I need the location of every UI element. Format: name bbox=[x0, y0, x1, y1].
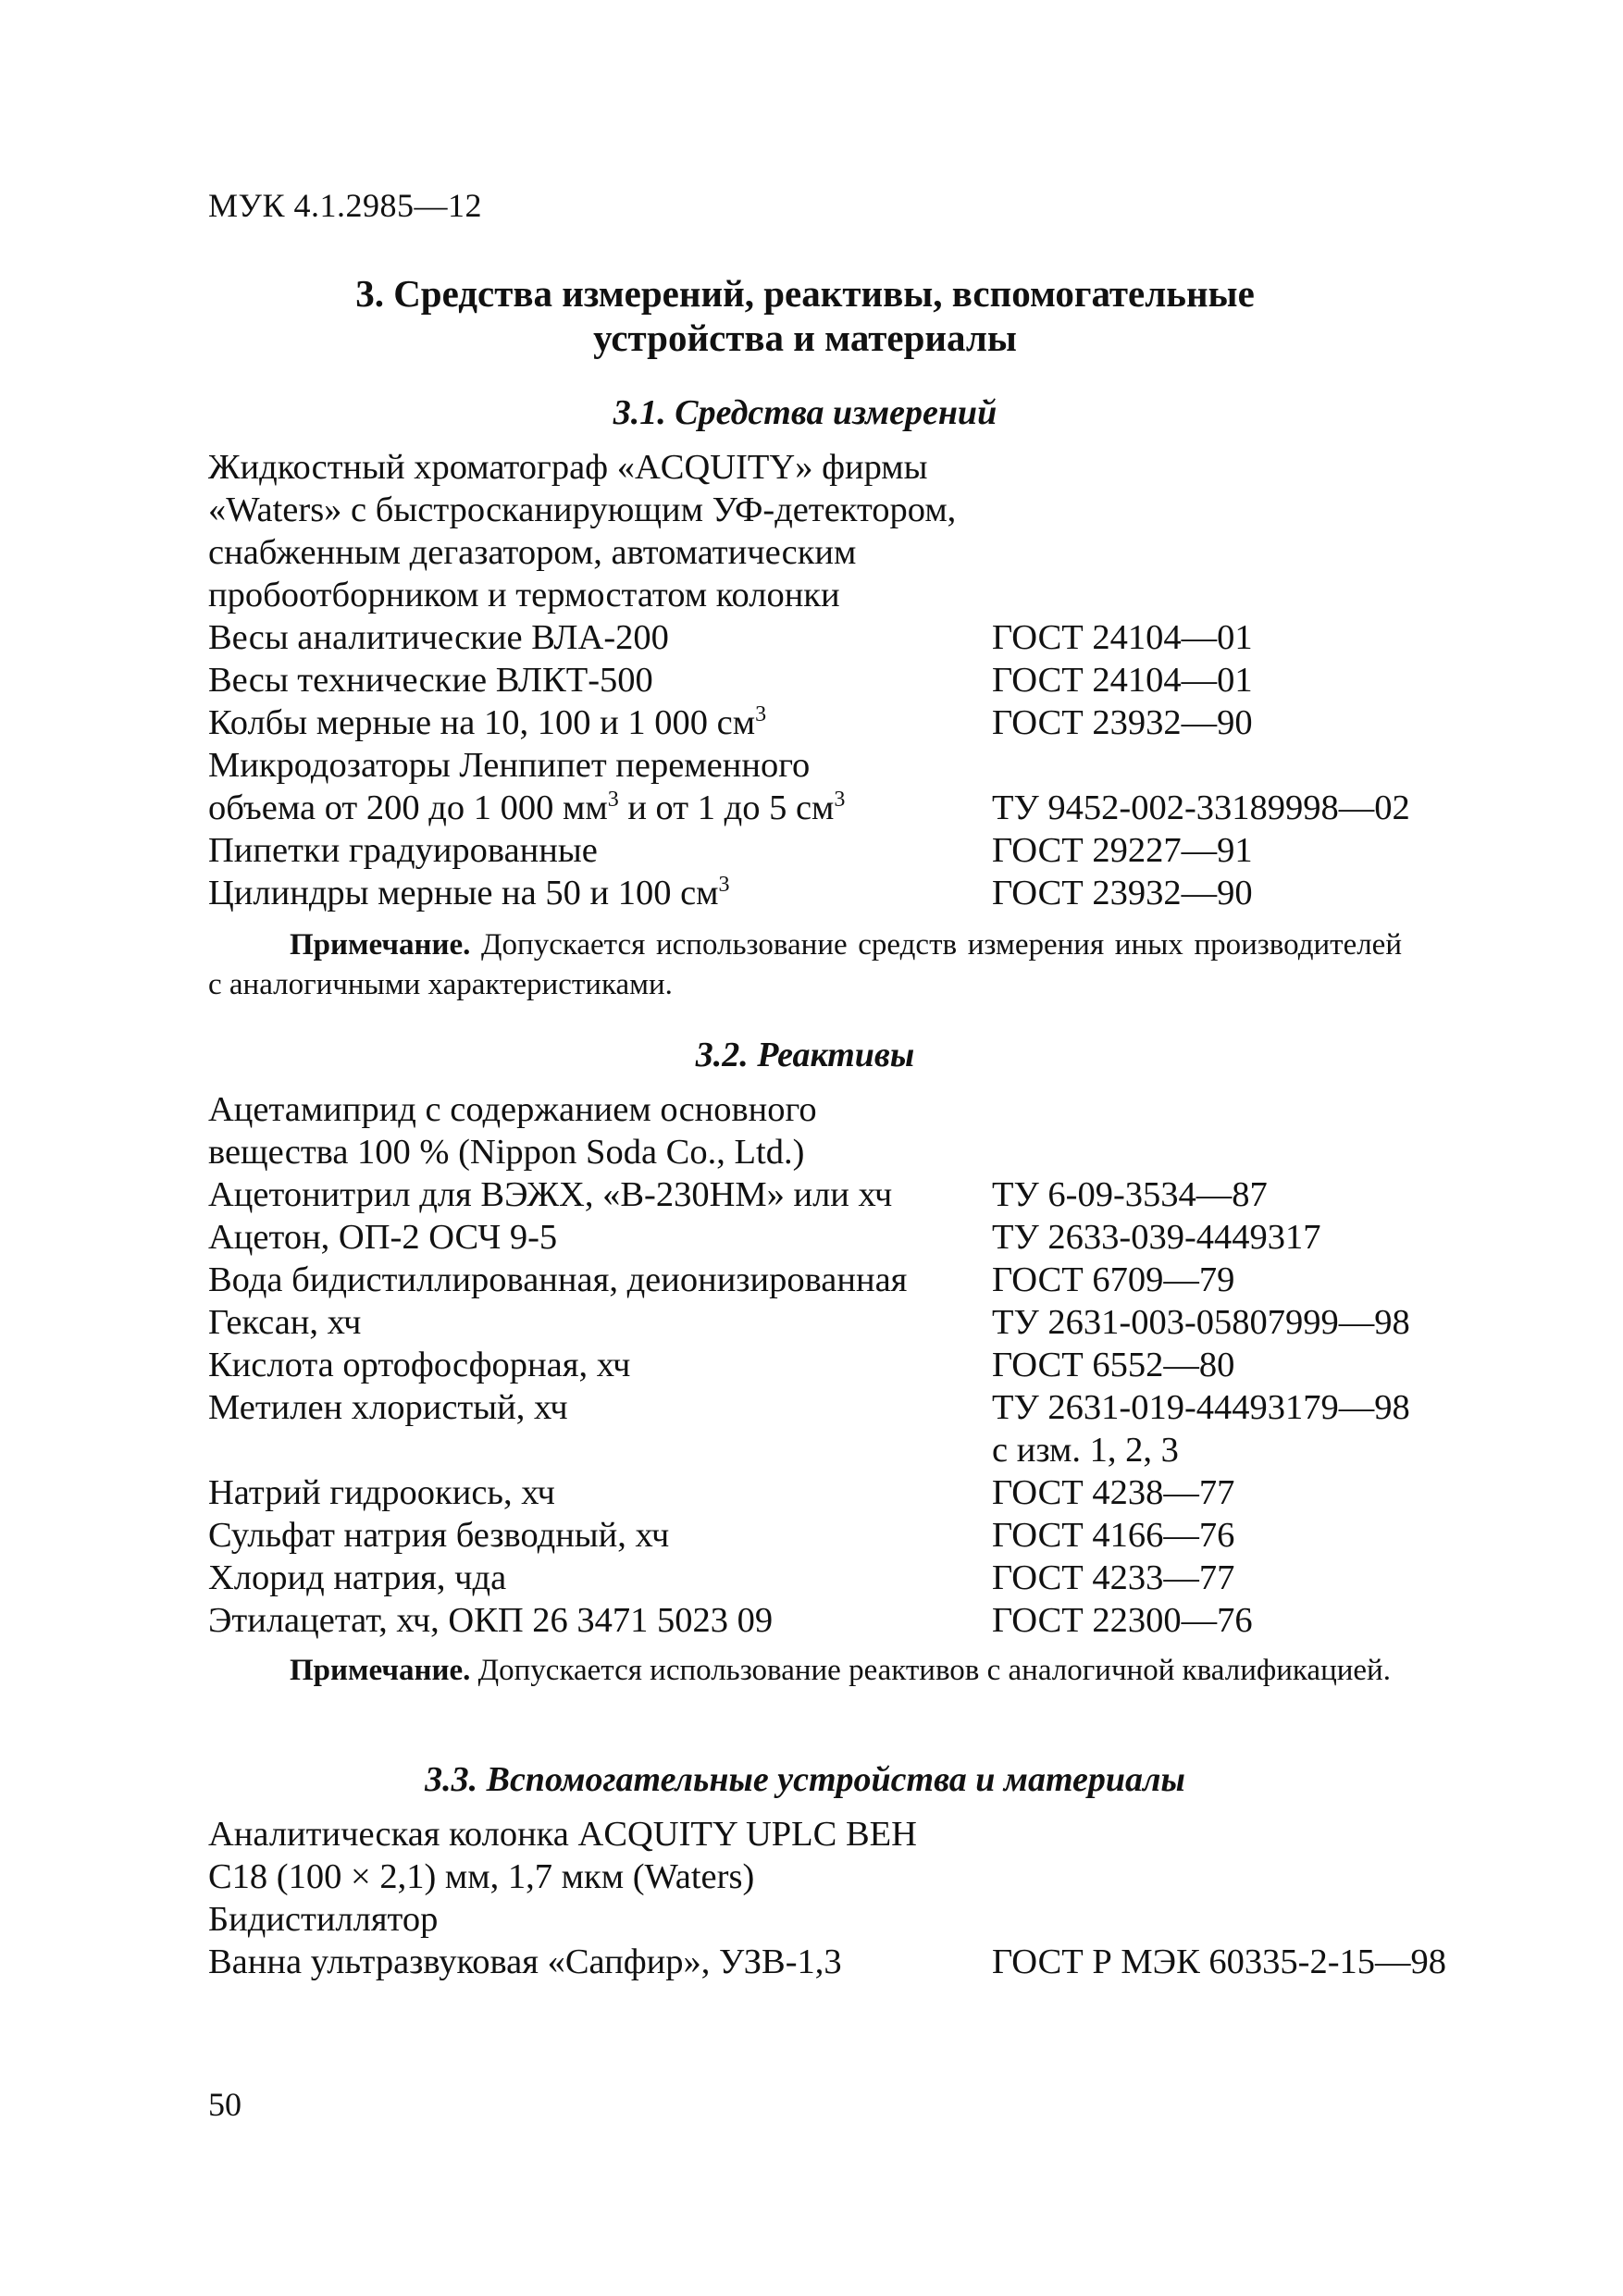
item-name: Натрий гидроокись, хч bbox=[208, 1473, 555, 1512]
item-name bbox=[208, 701, 992, 744]
section-title-line-2: устройства и материалы bbox=[593, 316, 1017, 359]
list-item bbox=[208, 616, 1448, 659]
item-standard: ГОСТ 29227—91 bbox=[992, 831, 1253, 870]
item-name: Пипетки градуированные bbox=[208, 831, 598, 870]
list-item bbox=[208, 1941, 1448, 1983]
item-name-text: Цилиндры мерные на 50 и 100 см bbox=[208, 874, 719, 912]
item-name: Метилен хлористый, хч bbox=[208, 1388, 568, 1427]
item-name bbox=[208, 1813, 992, 1898]
note-label: Примечание. bbox=[290, 1654, 471, 1687]
note-label: Примечание. bbox=[290, 928, 471, 962]
item-name: Бидистиллятор bbox=[208, 1900, 439, 1939]
item-name: Сульфат натрия безводный, хч bbox=[208, 1516, 670, 1555]
item-standard: ГОСТ 23932—90 bbox=[992, 703, 1253, 742]
subsection-title-measuring-instruments: 3.1. Средства измерений bbox=[613, 393, 997, 432]
item-name-line bbox=[208, 787, 992, 829]
item-name: Весы технические ВЛКТ-500 bbox=[208, 661, 653, 700]
note-measuring bbox=[208, 925, 1402, 1005]
item-standard-text: ТУ 2631-019-44493179—98 bbox=[992, 1388, 1410, 1427]
item-name-line: «Waters» с быстросканирующим УФ-детектором, bbox=[208, 490, 957, 529]
item-name-text: объема от 200 до 1 000 мм bbox=[208, 788, 608, 827]
item-name: Хлорид натрия, чда bbox=[208, 1558, 507, 1597]
section-title-line-1: 3. Средства измерений, реактивы, вспомогательные bbox=[355, 272, 1255, 315]
list-item bbox=[208, 872, 1448, 914]
item-name: Весы аналитические ВЛА-200 bbox=[208, 618, 669, 657]
item-standard: ТУ 2631-003-05807999—98 bbox=[992, 1303, 1410, 1342]
item-name-line: Микродозаторы Ленпипет переменного bbox=[208, 746, 811, 785]
item-standard: ГОСТ Р МЭК 60335-2-15—98 bbox=[992, 1942, 1447, 1981]
list-item bbox=[208, 744, 1448, 829]
item-standard: ГОСТ 4233—77 bbox=[992, 1558, 1235, 1597]
item-standard: ГОСТ 24104—01 bbox=[992, 618, 1253, 657]
note-text: Допускается использование средств измерения иных производителей с аналогичными характеристиками. bbox=[208, 928, 1402, 1001]
list-item bbox=[208, 1813, 1448, 1898]
item-name bbox=[208, 446, 992, 616]
item-name: Ацетон, ОП-2 ОСЧ 9-5 bbox=[208, 1218, 558, 1257]
page-number: 50 bbox=[208, 2086, 242, 2123]
item-standard: ГОСТ 4166—76 bbox=[992, 1516, 1235, 1555]
list-item bbox=[208, 1216, 1448, 1259]
item-name-line: C18 (100 × 2,1) мм, 1,7 мкм (Waters) bbox=[208, 1857, 755, 1896]
item-standard-text: ТУ 9452-002-33189998—02 bbox=[992, 788, 1410, 827]
list-item bbox=[208, 1599, 1448, 1642]
list-item bbox=[208, 1173, 1448, 1216]
list-item bbox=[208, 446, 1448, 616]
list-item bbox=[208, 1471, 1448, 1514]
item-name: Вода бидистиллированная, деионизированная bbox=[208, 1260, 908, 1299]
subsection-title-auxiliary: 3.3. Вспомогательные устройства и материалы bbox=[425, 1760, 1185, 1799]
list-item bbox=[208, 1898, 1448, 1941]
item-name: Гексан, хч bbox=[208, 1303, 362, 1342]
superscript: 3 bbox=[718, 873, 730, 897]
document-code-header: МУК 4.1.2985—12 bbox=[208, 187, 483, 224]
item-standard bbox=[992, 1386, 1448, 1471]
superscript: 3 bbox=[755, 702, 767, 726]
item-standard: ТУ 6-09-3534—87 bbox=[992, 1175, 1268, 1214]
section-title bbox=[208, 271, 1402, 360]
item-name-line: Ацетамиприд с содержанием основного bbox=[208, 1090, 817, 1129]
list-item bbox=[208, 1088, 1448, 1173]
list-item bbox=[208, 701, 1448, 744]
list-item bbox=[208, 659, 1448, 701]
item-standard-spacer bbox=[992, 744, 1448, 787]
item-name bbox=[208, 744, 992, 829]
list-item bbox=[208, 1344, 1448, 1386]
item-name-line: снабженным дегазатором, автоматическим bbox=[208, 533, 857, 572]
item-name-line: Жидкостный хроматограф «ACQUITY» фирмы bbox=[208, 448, 928, 487]
item-standard-text: с изм. 1, 2, 3 bbox=[992, 1431, 1179, 1470]
auxiliary-list bbox=[208, 1813, 1448, 1983]
item-standard: ГОСТ 24104—01 bbox=[992, 661, 1253, 700]
list-item bbox=[208, 1557, 1448, 1599]
list-item bbox=[208, 829, 1448, 872]
item-name-text: и от 1 до 5 см bbox=[618, 788, 835, 827]
list-item bbox=[208, 1386, 1448, 1471]
item-name-text: Колбы мерные на 10, 100 и 1 000 см bbox=[208, 703, 756, 742]
subsection-title-reagents: 3.2. Реактивы bbox=[695, 1036, 915, 1074]
item-name: Кислота ортофосфорная, хч bbox=[208, 1346, 631, 1384]
superscript: 3 bbox=[607, 788, 619, 812]
item-name-line: вещества 100 % (Nippon Soda Co., Ltd.) bbox=[208, 1133, 805, 1172]
item-name bbox=[208, 1088, 992, 1173]
item-standard bbox=[992, 744, 1448, 829]
list-item bbox=[208, 1514, 1448, 1557]
item-standard: ГОСТ 4238—77 bbox=[992, 1473, 1235, 1512]
item-name: Ацетонитрил для ВЭЖХ, «В-230НМ» или хч bbox=[208, 1175, 893, 1214]
item-name-line: Аналитическая колонка ACQUITY UPLC BEH bbox=[208, 1815, 917, 1854]
measuring-instruments-list bbox=[208, 446, 1448, 914]
item-standard: ГОСТ 22300—76 bbox=[992, 1601, 1253, 1640]
note-reagents bbox=[208, 1651, 1402, 1691]
item-name: Этилацетат, хч, ОКП 26 3471 5023 09 bbox=[208, 1601, 774, 1640]
note-text: Допускается использование реактивов с аналогичной квалификацией. bbox=[470, 1654, 1391, 1687]
reagents-list bbox=[208, 1088, 1448, 1642]
item-standard: ТУ 2633-039-4449317 bbox=[992, 1218, 1321, 1257]
superscript: 3 bbox=[834, 788, 846, 812]
item-name: Ванна ультразвуковая «Сапфир», УЗВ-1,3 bbox=[208, 1942, 842, 1981]
item-standard: ГОСТ 6709—79 bbox=[992, 1260, 1235, 1299]
item-name bbox=[208, 872, 992, 914]
list-item bbox=[208, 1301, 1448, 1344]
item-standard: ГОСТ 6552—80 bbox=[992, 1346, 1235, 1384]
list-item bbox=[208, 1259, 1448, 1301]
item-standard: ГОСТ 23932—90 bbox=[992, 874, 1253, 912]
item-name-line: пробоотборником и термостатом колонки bbox=[208, 576, 840, 614]
